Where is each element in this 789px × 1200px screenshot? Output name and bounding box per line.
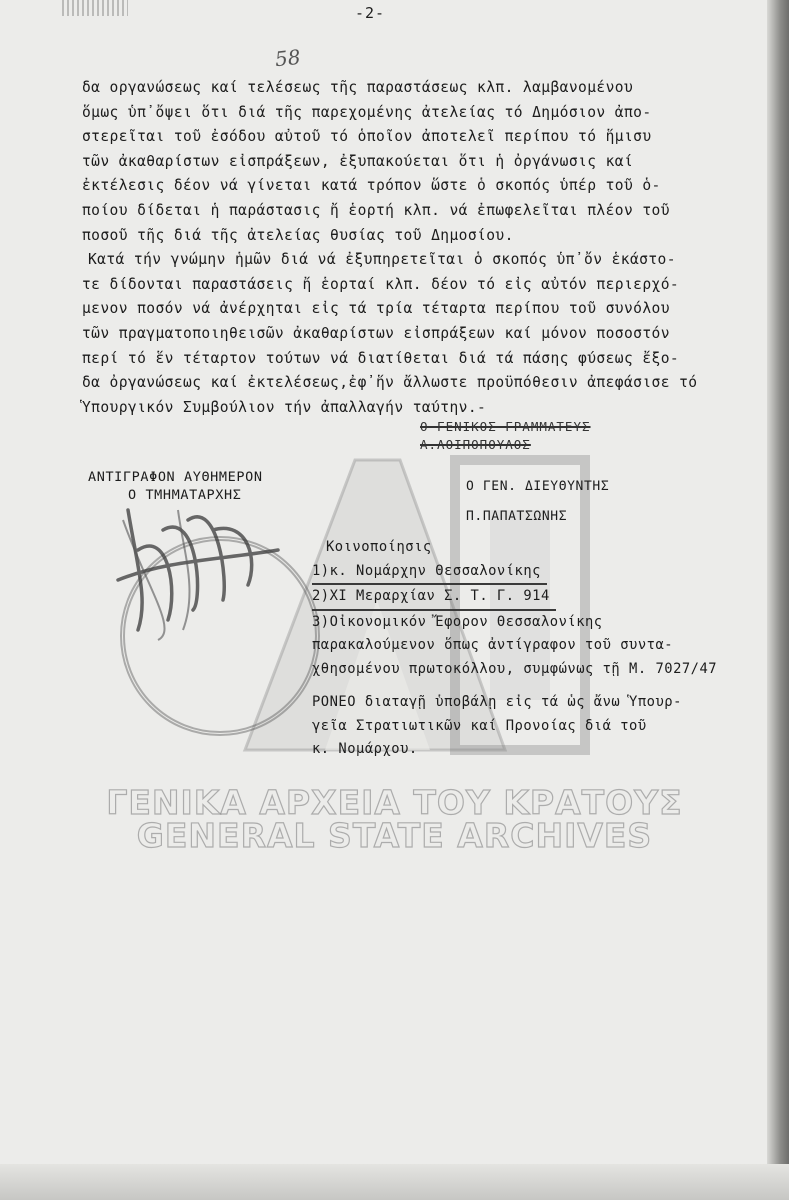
director-signature-block <box>466 472 609 532</box>
body-line: τῶν πραγματοποιηθεισῶν ἀκαθαρίστων εἰσπράξεων καί μόνον ποσοστόν <box>82 324 670 342</box>
notification-item: 3)Οἰκονομικόν Ἔφορον Θεσσαλονίκης <box>312 613 603 630</box>
binding-marks <box>62 0 128 16</box>
body-line: μενον ποσόν νά ἀνέρχηται εἰς τά τρία τέταρτα περίπου τοῦ συνόλου <box>82 300 670 318</box>
letter-body <box>82 76 752 420</box>
paper-edge-bottom <box>0 1164 789 1200</box>
director-name: Π.ΠΑΠΑΤΣΩΝΗΣ <box>466 509 568 524</box>
director-title: Ο ΓΕΝ. ΔΙΕΥΘΥΝΤΗΣ <box>466 479 610 494</box>
handwritten-folio-number: 58 <box>273 44 302 72</box>
notification-text-line: χθησομένου πρωτοκόλλου, συμφώνως τῇ Μ. 7027/47 <box>312 660 718 677</box>
ronio-line: ΡΟΝΕΟ διαταγῇ ὑποβάλῃ εἰς τά ὡς ἄνω Ὑπουρ- <box>312 694 682 710</box>
notification-heading: Κοινοποίησις <box>326 539 432 555</box>
notification-item: 1)κ. Νομάρχην Θεσσαλονίκης <box>312 560 547 586</box>
body-line: στερεῖται τοῦ ἐσόδου αὐτοῦ τό ὁποῖον ἀποτελεῖ περίπου τό ἥμισυ <box>82 128 652 146</box>
body-line: ὅμως ὑπ᾽ὄψει ὅτι διά τῆς παρεχομένης ἀτελείας τό Δημόσιον ἀπο- <box>82 103 652 121</box>
watermark-english: GENERAL STATE ARCHIVES <box>136 816 653 855</box>
notification-list <box>312 536 782 762</box>
struck-title: Ο ΓΕΝΙΚΟΣ ΓΡΑΜΜΑΤΕΥΣ <box>420 419 591 434</box>
struck-signature-block <box>420 418 591 454</box>
body-line: ἐκτέλεσις δέον νά γίνεται κατά τρόπον ὥστε ὁ σκοπός ὑπέρ τοῦ ὁ- <box>82 177 661 195</box>
body-line: τῶν ἀκαθαρίστων εἰσπράξεων, ἐξυπακούεται ὅτι ἡ ὀργάνωσις καί <box>82 152 634 170</box>
body-line: δα ὀργανώσεως καί ἐκτελέσεως,ἐφ᾽ἥν ἄλλωστε προϋπόθεσιν ἀπεφάσισε τό <box>82 374 698 392</box>
body-line: περί τό ἕν τέταρτον τούτων νά διατίθεται διά τά πάσης φύσεως ἔξο- <box>82 349 680 367</box>
body-line: Κατά τήν γνώμην ἡμῶν διά νά ἐξυπηρετεῖται ὁ σκοπός ὑπ᾽ὄν ἑκάστο- <box>88 251 676 269</box>
ronio-line: γεῖα Στρατιωτικῶν καί Προνοίας διά τοῦ <box>312 717 647 734</box>
copy-label-line: Ο ΤΜΗΜΑΤΑΡΧΗΣ <box>128 487 242 503</box>
body-line: ποίου δίδεται ἡ παράστασις ἤ ἑορτή κλπ. νά ἐπωφελεῖται πλέον τοῦ <box>82 201 670 219</box>
page-number: -2- <box>355 4 386 22</box>
watermark-greek: ΓΕΝΙΚΑ ΑΡΧΕΙΑ ΤΟΥ ΚΡΑΤΟΥΣ <box>106 783 683 822</box>
body-line: τε δίδονται παραστάσεις ἤ ἑορταί κλπ. δέον τό εἰς αὐτόν περιερχό- <box>82 275 680 293</box>
copy-label-line: ΑΝΤΙΓΡΑΦΟΝ ΑΥΘΗΜΕΡΟΝ <box>88 469 263 485</box>
notification-text-line: παρακαλούμενον ὅπως ἀντίγραφον τοῦ συντα- <box>312 637 674 653</box>
body-line: Ὑπουργικόν Συμβούλιον τήν ἀπαλλαγήν ταύτην.- <box>82 398 487 416</box>
handwritten-signature <box>108 490 288 650</box>
notification-item: 2)ΧΙ Μεραρχίαν Σ. Τ. Γ. 914 <box>312 585 556 611</box>
struck-name: Α.ΛΟΙΠΟΠΟΥΛΟΣ <box>420 437 531 452</box>
body-line: ποσοῦ τῆς διά τῆς ἀτελείας θυσίας τοῦ Δημοσίου. <box>82 226 514 244</box>
body-line: δα οργανώσεως καί τελέσεως τῆς παραστάσεως κλπ. λαμβανομένου <box>82 79 634 96</box>
ronio-line: κ. Νομάρχου. <box>312 741 418 757</box>
